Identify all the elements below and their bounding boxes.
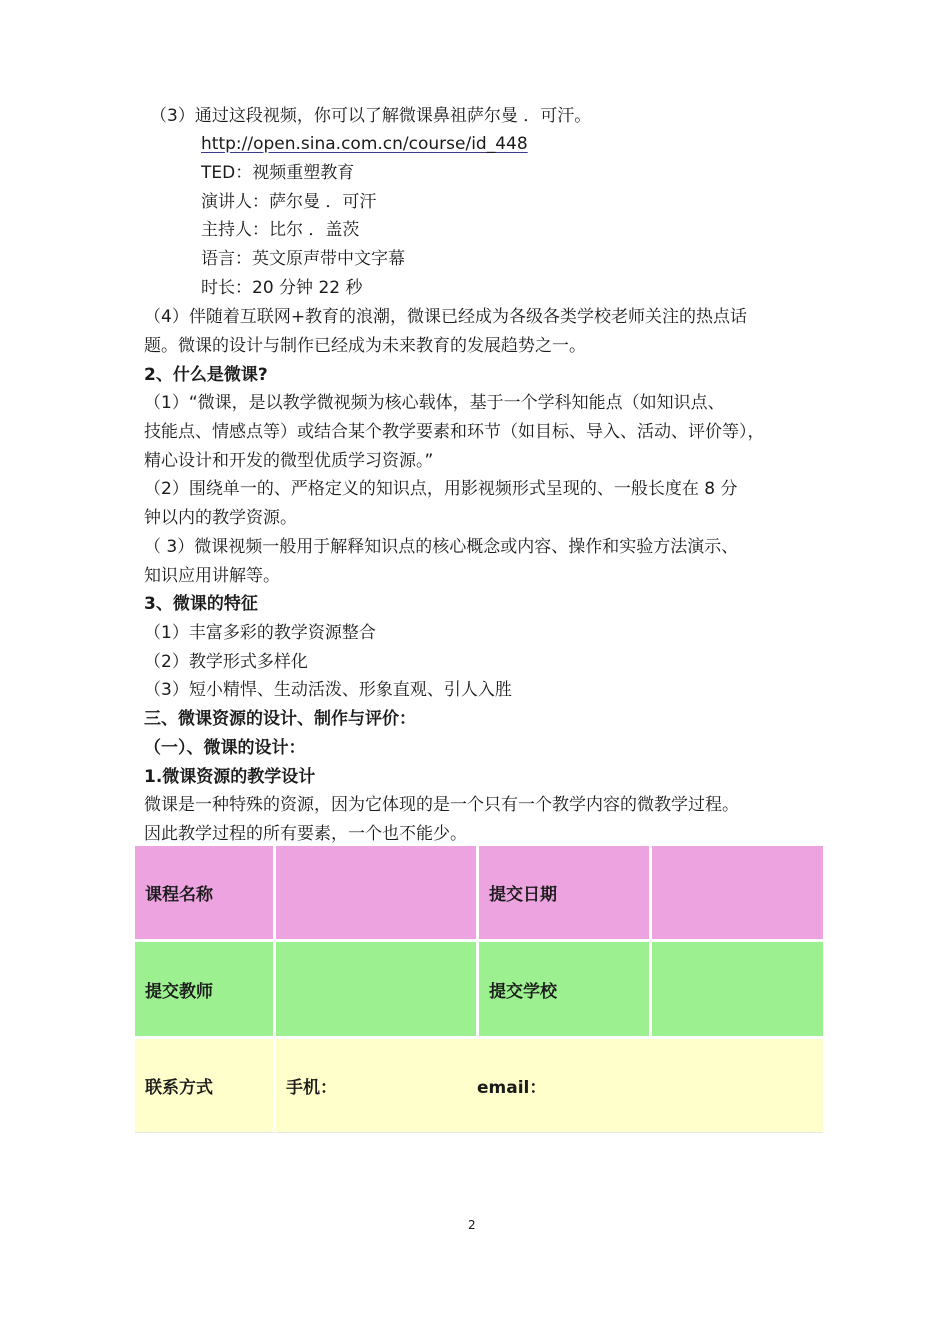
submit-date-value[interactable] [652, 846, 823, 942]
definition-1-line-3: 精心设计和开发的微型优质学习资源。” [144, 451, 434, 471]
email-label: email： [477, 1078, 547, 1098]
table-row [135, 942, 823, 1039]
feature-1: （1）丰富多彩的教学资源整合 [144, 623, 376, 643]
submit-teacher-label: 提交教师 [135, 942, 276, 1039]
table-row [135, 1039, 823, 1133]
heading-instructional-design: 1.微课资源的教学设计 [144, 767, 316, 787]
definition-3-line-2: 知识应用讲解等。 [144, 566, 280, 586]
duration-line: 时长：20 分钟 22 秒 [201, 278, 363, 298]
paragraph-4-line-2: 题。微课的设计与制作已经成为未来教育的发展趋势之一。 [144, 336, 586, 356]
language-line: 语言：英文原声带中文字幕 [201, 249, 405, 269]
video-intro-line: （3）通过这段视频，你可以了解微课鼻祖萨尔曼 ．可汗。 [150, 106, 592, 126]
contact-label: 联系方式 [135, 1039, 276, 1133]
submit-school-value[interactable] [652, 942, 823, 1039]
course-name-value[interactable] [276, 846, 479, 942]
submit-school-label: 提交学校 [479, 942, 652, 1039]
heading-features: 3、微课的特征 [144, 594, 258, 614]
design-paragraph-line-2: 因此教学过程的所有要素，一个也不能少。 [144, 824, 467, 844]
host-line: 主持人：比尔 ．盖茨 [201, 220, 360, 240]
video-link-text[interactable]: http://open.sina.com.cn/course/id_448 [201, 134, 528, 154]
submit-teacher-value[interactable] [276, 942, 479, 1039]
definition-1-line-2: 技能点、情感点等）或结合某个教学要素和环节（如目标、导入、活动、评价等）， [144, 422, 765, 442]
course-name-label: 课程名称 [135, 846, 276, 942]
page-number: 2 [468, 1218, 476, 1232]
heading-design: （一）、微课的设计： [144, 738, 306, 758]
heading-section-3: 三、微课资源的设计、制作与评价： [144, 709, 416, 729]
video-link[interactable] [201, 132, 528, 156]
phone-label: 手机： [286, 1078, 337, 1098]
definition-2-line-2: 钟以内的教学资源。 [144, 508, 297, 528]
paragraph-4-line-1: （4）伴随着互联网+教育的浪潮，微课已经成为各级各类学校老师关注的热点话 [144, 307, 748, 327]
feature-2: （2）教学形式多样化 [144, 652, 308, 672]
speaker-line: 演讲人：萨尔曼 ．可汗 [201, 192, 377, 212]
heading-what-is-microlesson: 2、什么是微课? [144, 365, 268, 385]
submit-date-label: 提交日期 [479, 846, 652, 942]
contact-value[interactable] [276, 1039, 823, 1133]
definition-3-line-1: （ 3）微课视频一般用于解释知识点的核心概念或内容、操作和实验方法演示、 [144, 537, 739, 557]
ted-title: TED：视频重塑教育 [201, 163, 355, 183]
definition-2-line-1: （2）围绕单一的、严格定义的知识点，用影视频形式呈现的、一般长度在 8 分 [144, 479, 738, 499]
definition-1-line-1: （1）“微课，是以教学微视频为核心载体，基于一个学科知能点（如知识点、 [144, 393, 725, 413]
design-paragraph-line-1: 微课是一种特殊的资源，因为它体现的是一个只有一个教学内容的微教学过程。 [144, 795, 739, 815]
feature-3: （3）短小精悍、生动活泼、形象直观、引人入胜 [144, 680, 512, 700]
table-row [135, 846, 823, 942]
course-info-table [135, 846, 823, 1133]
